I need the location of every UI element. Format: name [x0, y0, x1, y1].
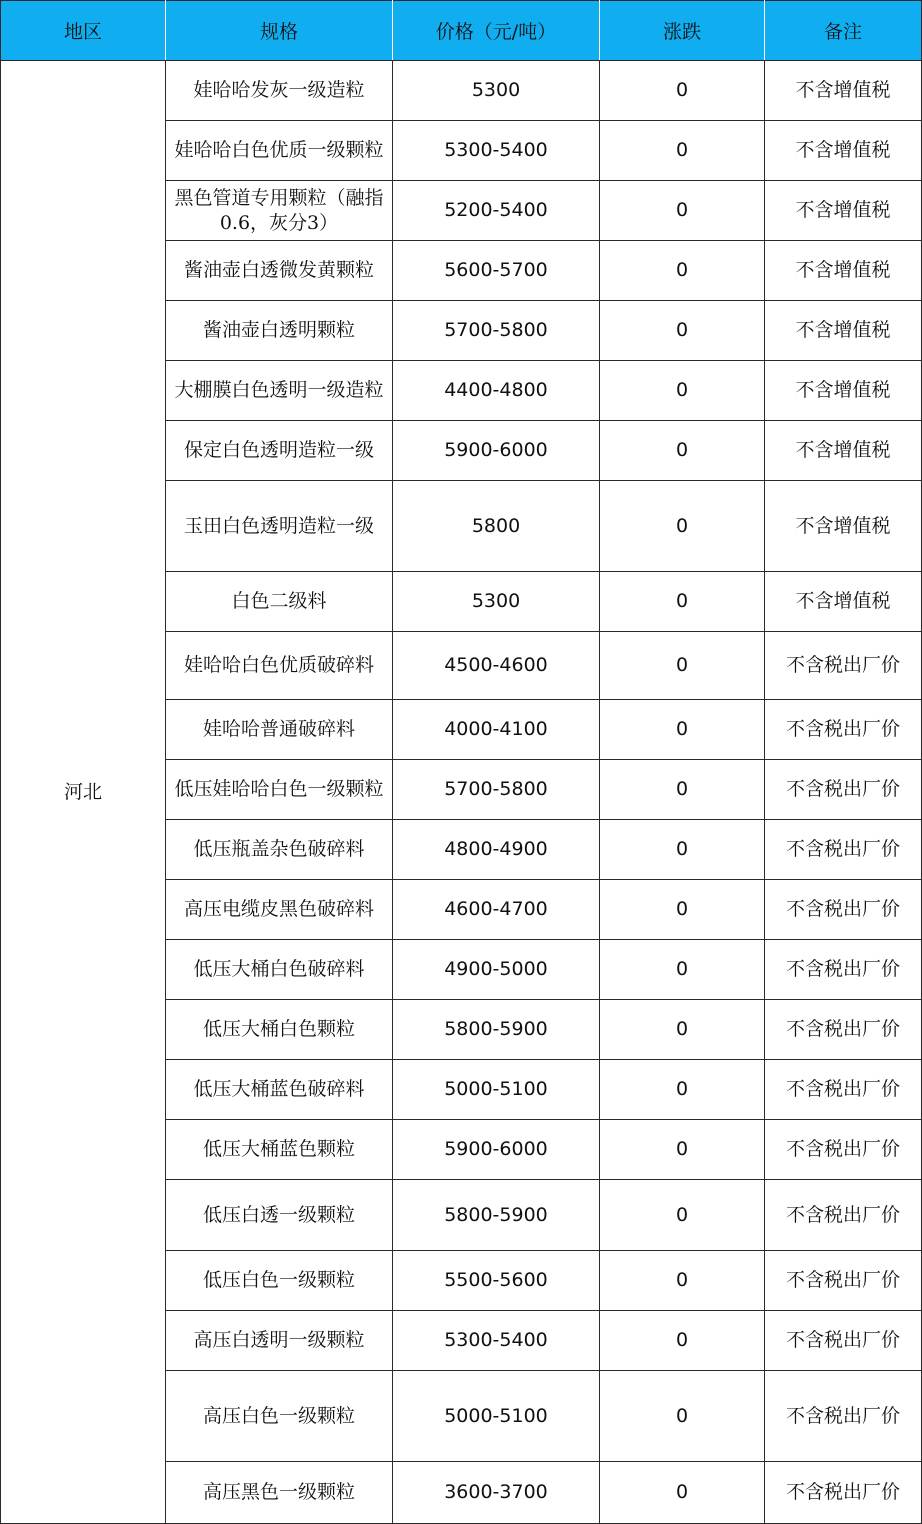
note-cell: 不含税出厂价: [765, 1060, 922, 1120]
note-cell: 不含税出厂价: [765, 760, 922, 820]
note-cell: 不含增值税: [765, 61, 922, 121]
spec-cell: 黑色管道专用颗粒（融指0.6，灰分3）: [166, 181, 393, 241]
note-cell: 不含税出厂价: [765, 1120, 922, 1180]
change-cell: 0: [600, 1462, 765, 1524]
spec-cell: 娃哈哈普通破碎料: [166, 700, 393, 760]
spec-cell: 娃哈哈白色优质破碎料: [166, 632, 393, 700]
header-row: [1, 1, 922, 61]
price-cell: 5300-5400: [393, 1311, 600, 1371]
header-region: 地区: [1, 1, 166, 61]
change-cell: 0: [600, 572, 765, 632]
price-cell: 5300-5400: [393, 121, 600, 181]
change-cell: 0: [600, 241, 765, 301]
note-cell: 不含增值税: [765, 421, 922, 481]
note-cell: 不含税出厂价: [765, 700, 922, 760]
spec-cell: 低压大桶白色破碎料: [166, 940, 393, 1000]
spec-cell: 高压黑色一级颗粒: [166, 1462, 393, 1524]
header-price: 价格（元/吨）: [393, 1, 600, 61]
note-cell: 不含增值税: [765, 572, 922, 632]
note-cell: 不含税出厂价: [765, 940, 922, 1000]
change-cell: 0: [600, 301, 765, 361]
change-cell: 0: [600, 181, 765, 241]
change-cell: 0: [600, 121, 765, 181]
price-cell: 5300: [393, 572, 600, 632]
note-cell: 不含税出厂价: [765, 1000, 922, 1060]
price-cell: 4600-4700: [393, 880, 600, 940]
spec-cell: 娃哈哈白色优质一级颗粒: [166, 121, 393, 181]
change-cell: 0: [600, 61, 765, 121]
price-cell: 5800: [393, 481, 600, 572]
note-cell: 不含增值税: [765, 181, 922, 241]
change-cell: 0: [600, 1180, 765, 1251]
spec-cell: 玉田白色透明造粒一级: [166, 481, 393, 572]
spec-cell: 低压白色一级颗粒: [166, 1251, 393, 1311]
header-change: 涨跌: [600, 1, 765, 61]
price-cell: 5900-6000: [393, 1120, 600, 1180]
price-cell: 5900-6000: [393, 421, 600, 481]
note-cell: 不含税出厂价: [765, 1371, 922, 1462]
spec-cell: 低压瓶盖杂色破碎料: [166, 820, 393, 880]
change-cell: 0: [600, 481, 765, 572]
price-cell: 5200-5400: [393, 181, 600, 241]
spec-cell: 白色二级料: [166, 572, 393, 632]
note-cell: 不含增值税: [765, 241, 922, 301]
spec-cell: 高压电缆皮黑色破碎料: [166, 880, 393, 940]
change-cell: 0: [600, 1371, 765, 1462]
spec-cell: 娃哈哈发灰一级造粒: [166, 61, 393, 121]
change-cell: 0: [600, 820, 765, 880]
price-cell: 4800-4900: [393, 820, 600, 880]
note-cell: 不含税出厂价: [765, 1462, 922, 1524]
spec-cell: 大棚膜白色透明一级造粒: [166, 361, 393, 421]
price-cell: 5300: [393, 61, 600, 121]
change-cell: 0: [600, 940, 765, 1000]
price-cell: 4500-4600: [393, 632, 600, 700]
change-cell: 0: [600, 700, 765, 760]
note-cell: 不含增值税: [765, 121, 922, 181]
spec-cell: 低压大桶白色颗粒: [166, 1000, 393, 1060]
change-cell: 0: [600, 880, 765, 940]
spec-cell: 低压大桶蓝色颗粒: [166, 1120, 393, 1180]
spec-cell: 高压白透明一级颗粒: [166, 1311, 393, 1371]
spec-cell: 酱油壶白透明颗粒: [166, 301, 393, 361]
note-cell: 不含税出厂价: [765, 1311, 922, 1371]
price-cell: 5800-5900: [393, 1180, 600, 1251]
change-cell: 0: [600, 632, 765, 700]
note-cell: 不含税出厂价: [765, 880, 922, 940]
price-cell: 5000-5100: [393, 1060, 600, 1120]
price-cell: 4400-4800: [393, 361, 600, 421]
change-cell: 0: [600, 1311, 765, 1371]
change-cell: 0: [600, 760, 765, 820]
table-body: [1, 61, 922, 1524]
table-row: [1, 61, 922, 121]
price-cell: 4900-5000: [393, 940, 600, 1000]
change-cell: 0: [600, 361, 765, 421]
price-cell: 5700-5800: [393, 301, 600, 361]
price-cell: 5500-5600: [393, 1251, 600, 1311]
spec-cell: 低压白透一级颗粒: [166, 1180, 393, 1251]
note-cell: 不含税出厂价: [765, 820, 922, 880]
header-spec: 规格: [166, 1, 393, 61]
spec-cell: 低压大桶蓝色破碎料: [166, 1060, 393, 1120]
change-cell: 0: [600, 421, 765, 481]
price-cell: 5600-5700: [393, 241, 600, 301]
note-cell: 不含增值税: [765, 301, 922, 361]
change-cell: 0: [600, 1000, 765, 1060]
spec-cell: 保定白色透明造粒一级: [166, 421, 393, 481]
spec-cell: 酱油壶白透微发黄颗粒: [166, 241, 393, 301]
price-cell: 5700-5800: [393, 760, 600, 820]
change-cell: 0: [600, 1120, 765, 1180]
note-cell: 不含增值税: [765, 361, 922, 421]
note-cell: 不含税出厂价: [765, 1251, 922, 1311]
price-cell: 5000-5100: [393, 1371, 600, 1462]
change-cell: 0: [600, 1251, 765, 1311]
change-cell: 0: [600, 1060, 765, 1120]
price-cell: 4000-4100: [393, 700, 600, 760]
price-cell: 5800-5900: [393, 1000, 600, 1060]
header-note: 备注: [765, 1, 922, 61]
spec-cell: 低压娃哈哈白色一级颗粒: [166, 760, 393, 820]
region-cell: 河北: [1, 61, 166, 1524]
note-cell: 不含税出厂价: [765, 632, 922, 700]
note-cell: 不含税出厂价: [765, 1180, 922, 1251]
price-cell: 3600-3700: [393, 1462, 600, 1524]
spec-cell: 高压白色一级颗粒: [166, 1371, 393, 1462]
note-cell: 不含增值税: [765, 481, 922, 572]
